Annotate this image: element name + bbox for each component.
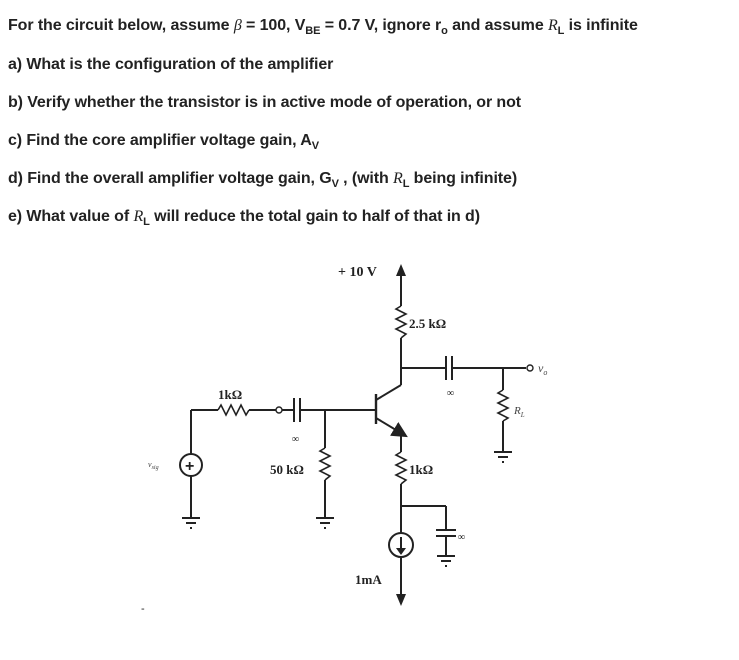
rl-subscript: L — [520, 411, 525, 419]
input-cap-value: ∞ — [292, 434, 300, 445]
rl-symbol: R — [547, 17, 558, 34]
rc-label: 2.5 kΩ — [409, 316, 447, 331]
intro-text: = 0.7 V, ignore r — [320, 17, 442, 34]
vcc-supply — [338, 264, 406, 292]
ro-subscript: o — [441, 25, 448, 38]
rl-subscript: L — [557, 25, 565, 38]
rsig-label: 1kΩ — [218, 387, 243, 402]
current-source-label: 1mA — [355, 572, 382, 587]
intro-text: = 100, V — [241, 17, 306, 34]
intro-text: For the circuit below, assume — [8, 17, 234, 34]
question-d-text: d) Find the overall amplifier voltage gain, G — [8, 170, 332, 187]
question-e-text: e) What value of — [8, 208, 134, 225]
gv-subscript: V — [331, 178, 339, 191]
rl-subscript: L — [402, 178, 410, 191]
question-d-text: , (with — [338, 170, 394, 187]
vsig-label — [148, 460, 159, 471]
question-a: a) What is the configuration of the amplifier — [8, 56, 334, 73]
emitter-resistor — [396, 452, 433, 506]
beta-symbol: β — [233, 17, 242, 34]
vo-symbol: v — [538, 361, 544, 375]
source-resistor — [218, 387, 282, 415]
question-c-text: c) Find the core amplifier voltage gain, A — [8, 132, 312, 149]
intro-text: is infinite — [564, 17, 638, 34]
supply-label: + 10 V — [338, 265, 377, 280]
output-network — [401, 356, 547, 462]
vsig-subscript: sig — [151, 465, 159, 471]
bypass-cap-value: ∞ — [458, 532, 466, 543]
collector-resistor — [396, 292, 446, 368]
question-b: b) Verify whether the transistor is in active mode of operation, or not — [8, 94, 521, 111]
av-subscript: V — [311, 140, 319, 153]
output-cap-value: ∞ — [447, 388, 455, 399]
current-source — [355, 506, 413, 606]
intro-text: and assume — [447, 17, 548, 34]
plus-sign: + — [185, 458, 195, 475]
bias-resistor — [270, 410, 334, 528]
vo-subscript: o — [543, 368, 548, 377]
rl-symbol: R — [514, 405, 521, 417]
rl-label — [513, 405, 525, 419]
rl-symbol: R — [393, 170, 403, 187]
question-d-text: being infinite) — [409, 170, 518, 187]
rb-label: 50 kΩ — [270, 462, 304, 477]
vbe-subscript: BE — [305, 25, 321, 38]
bypass-capacitor — [401, 506, 465, 566]
rl-subscript: L — [143, 216, 150, 229]
vo-label — [538, 361, 547, 377]
bjt-transistor — [376, 368, 401, 452]
stray-mark: - — [141, 603, 145, 615]
input-capacitor — [282, 398, 376, 445]
question-e-text: will reduce the total gain to half of that in d) — [149, 208, 480, 225]
signal-source — [148, 410, 218, 528]
vsig-symbol: v — [148, 460, 152, 469]
re-label: 1kΩ — [409, 462, 434, 477]
rl-symbol: R — [133, 208, 144, 225]
